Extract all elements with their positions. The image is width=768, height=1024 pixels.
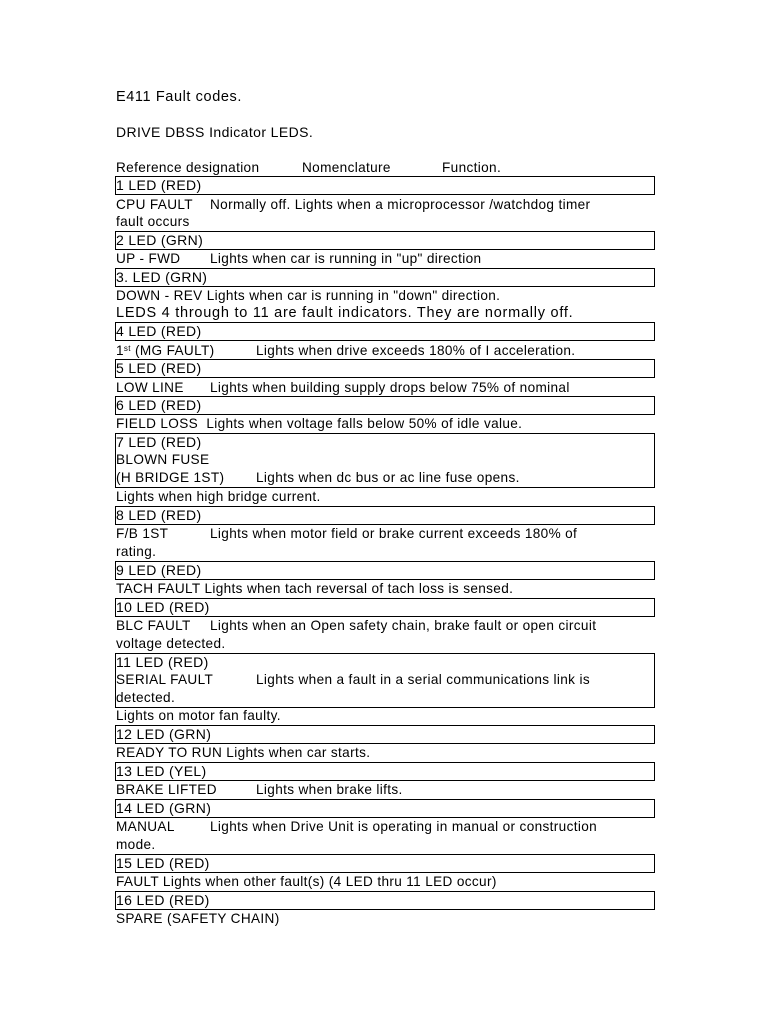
led-5-label: 5 LED (RED) bbox=[116, 360, 202, 376]
column-header-nomenclature: Nomenclature bbox=[302, 160, 391, 175]
led-6-description: FIELD LOSS Lights when voltage falls below 50% of idle value. bbox=[116, 416, 523, 431]
led-8-function-cont: rating. bbox=[116, 544, 157, 559]
led-7-label: 7 LED (RED) bbox=[116, 434, 202, 450]
section-heading: DRIVE DBSS Indicator LEDS. bbox=[116, 124, 314, 140]
led-3-label: 3. LED (GRN) bbox=[116, 269, 208, 285]
led-14-function-cont: mode. bbox=[116, 837, 156, 852]
led-1-function-cont: fault occurs bbox=[116, 214, 190, 229]
column-header-reference: Reference designation bbox=[116, 160, 260, 175]
led-9-label: 9 LED (RED) bbox=[116, 562, 202, 578]
led-12-label: 12 LED (GRN) bbox=[116, 726, 212, 742]
led-7-nomenclature: BLOWN FUSE bbox=[116, 452, 210, 467]
led-4-nomenclature: 1st (MG FAULT) bbox=[116, 343, 215, 358]
led-14-label: 14 LED (GRN) bbox=[116, 800, 212, 816]
led-4-function: Lights when drive exceeds 180% of I acceleration. bbox=[256, 343, 576, 358]
led-3-description: DOWN - REV Lights when car is running in "down" direction. bbox=[116, 288, 501, 303]
led-5-function: Lights when building supply drops below 75% of nominal bbox=[210, 380, 570, 395]
led-2-function: Lights when car is running in "up" direction bbox=[210, 251, 482, 266]
led-11-label: 11 LED (RED) bbox=[116, 654, 209, 670]
led-8-function: Lights when motor field or brake current exceeds 180% of bbox=[210, 526, 578, 541]
led-7-function-extra: Lights when high bridge current. bbox=[116, 489, 321, 504]
led-16-label: 16 LED (RED) bbox=[116, 892, 210, 908]
column-header-function: Function. bbox=[442, 160, 502, 175]
led-1-nomenclature: CPU FAULT bbox=[116, 197, 193, 212]
led-5-nomenclature: LOW LINE bbox=[116, 380, 184, 395]
led-14-nomenclature: MANUAL bbox=[116, 819, 175, 834]
led-1-function: Normally off. Lights when a microprocessor /watchdog timer bbox=[210, 197, 591, 212]
led-10-nomenclature: BLC FAULT bbox=[116, 618, 191, 633]
led-8-nomenclature: F/B 1ST bbox=[116, 526, 169, 541]
led-15-label: 15 LED (RED) bbox=[116, 855, 210, 871]
led-13-nomenclature: BRAKE LIFTED bbox=[116, 782, 217, 797]
led-1-label: 1 LED (RED) bbox=[116, 177, 202, 193]
led-11-function: Lights when a fault in a serial communications link is bbox=[256, 672, 590, 687]
led-2-nomenclature: UP - FWD bbox=[116, 251, 181, 266]
led-10-label: 10 LED (RED) bbox=[116, 599, 210, 615]
led-13-function: Lights when brake lifts. bbox=[256, 782, 403, 797]
led-11-function-cont: detected. bbox=[116, 690, 176, 705]
led-16-description: SPARE (SAFETY CHAIN) bbox=[116, 911, 280, 926]
led-2-label: 2 LED (GRN) bbox=[116, 232, 204, 248]
led-10-function-cont: voltage detected. bbox=[116, 636, 226, 651]
led-7-function: Lights when dc bus or ac line fuse opens. bbox=[256, 470, 520, 485]
led-15-description: FAULT Lights when other fault(s) (4 LED thru 11 LED occur) bbox=[116, 874, 497, 889]
led-9-description: TACH FAULT Lights when tach reversal of tach loss is sensed. bbox=[116, 581, 514, 596]
led-8-label: 8 LED (RED) bbox=[116, 507, 202, 523]
led-10-function: Lights when an Open safety chain, brake fault or open circuit bbox=[210, 618, 597, 633]
led-13-label: 13 LED (YEL) bbox=[116, 763, 207, 779]
fault-indicator-note: LEDS 4 through to 11 are fault indicators. They are normally off. bbox=[116, 305, 574, 321]
led-11-nomenclature: SERIAL FAULT bbox=[116, 672, 214, 687]
led-12-description: READY TO RUN Lights when car starts. bbox=[116, 745, 371, 760]
led-4-label: 4 LED (RED) bbox=[116, 323, 202, 339]
led-11-function-extra: Lights on motor fan faulty. bbox=[116, 708, 281, 723]
led-14-function: Lights when Drive Unit is operating in manual or construction bbox=[210, 819, 598, 834]
document-title: E411 Fault codes. bbox=[116, 89, 243, 105]
led-7-nomenclature-cont: (H BRIDGE 1ST) bbox=[116, 470, 225, 485]
led-6-label: 6 LED (RED) bbox=[116, 397, 202, 413]
